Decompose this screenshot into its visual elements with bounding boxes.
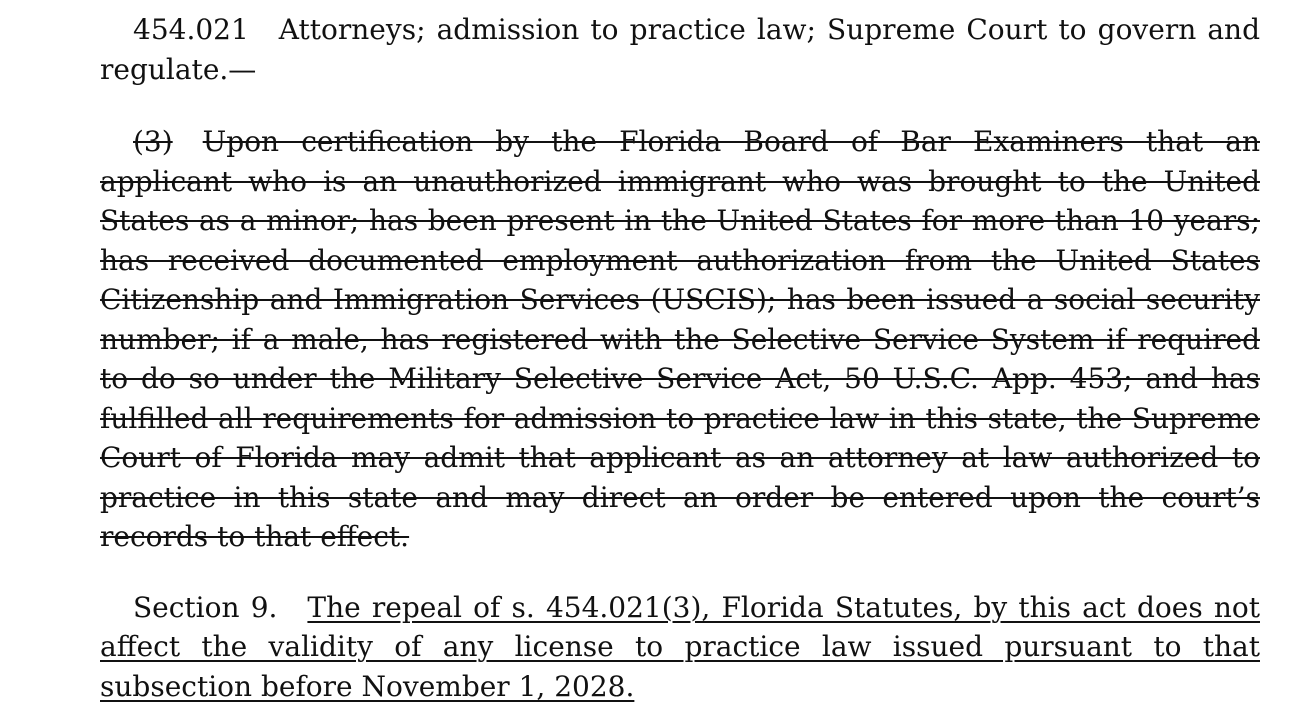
section-title: Attorneys; admission to practice law; Supreme Court to govern and regulate.— — [100, 13, 1260, 86]
section-heading — [100, 10, 1260, 89]
struck-subsection — [100, 122, 1260, 557]
new-section-label: Section 9. — [133, 590, 278, 624]
section-number: 454.021 — [133, 13, 249, 46]
struck-subsection-text: Upon certification by the Florida Board of Bar Examiners that an applicant who is an unauthorized immigrant who was brought to the United States as a minor; has been present in the United States for more than 10 years; has received documented employment authorization from the United States Citizenship and Immigration Services (USCIS); has been issued a social security number; if a male, has registered with the Selective Service System if required to do so under the Military Selective Service Act, 50 U.S.C. App. 453; and has fulfilled all requirements for admission to practice law in this state, the Supreme Court of Florida may admit that applicant as an attorney at law authorized to practice in this state and may direct an order be entered upon the court’s records to that effect. — [100, 125, 1260, 553]
subsection-number: (3) — [133, 125, 173, 158]
new-section-text: The repeal of s. 454.021(3), Florida Statutes, by this act does not affect the validity of any license to practice law issued pursuant to that subsection before November 1, 2028. — [100, 590, 1260, 703]
statute-page — [100, 10, 1260, 706]
new-section — [100, 588, 1260, 707]
